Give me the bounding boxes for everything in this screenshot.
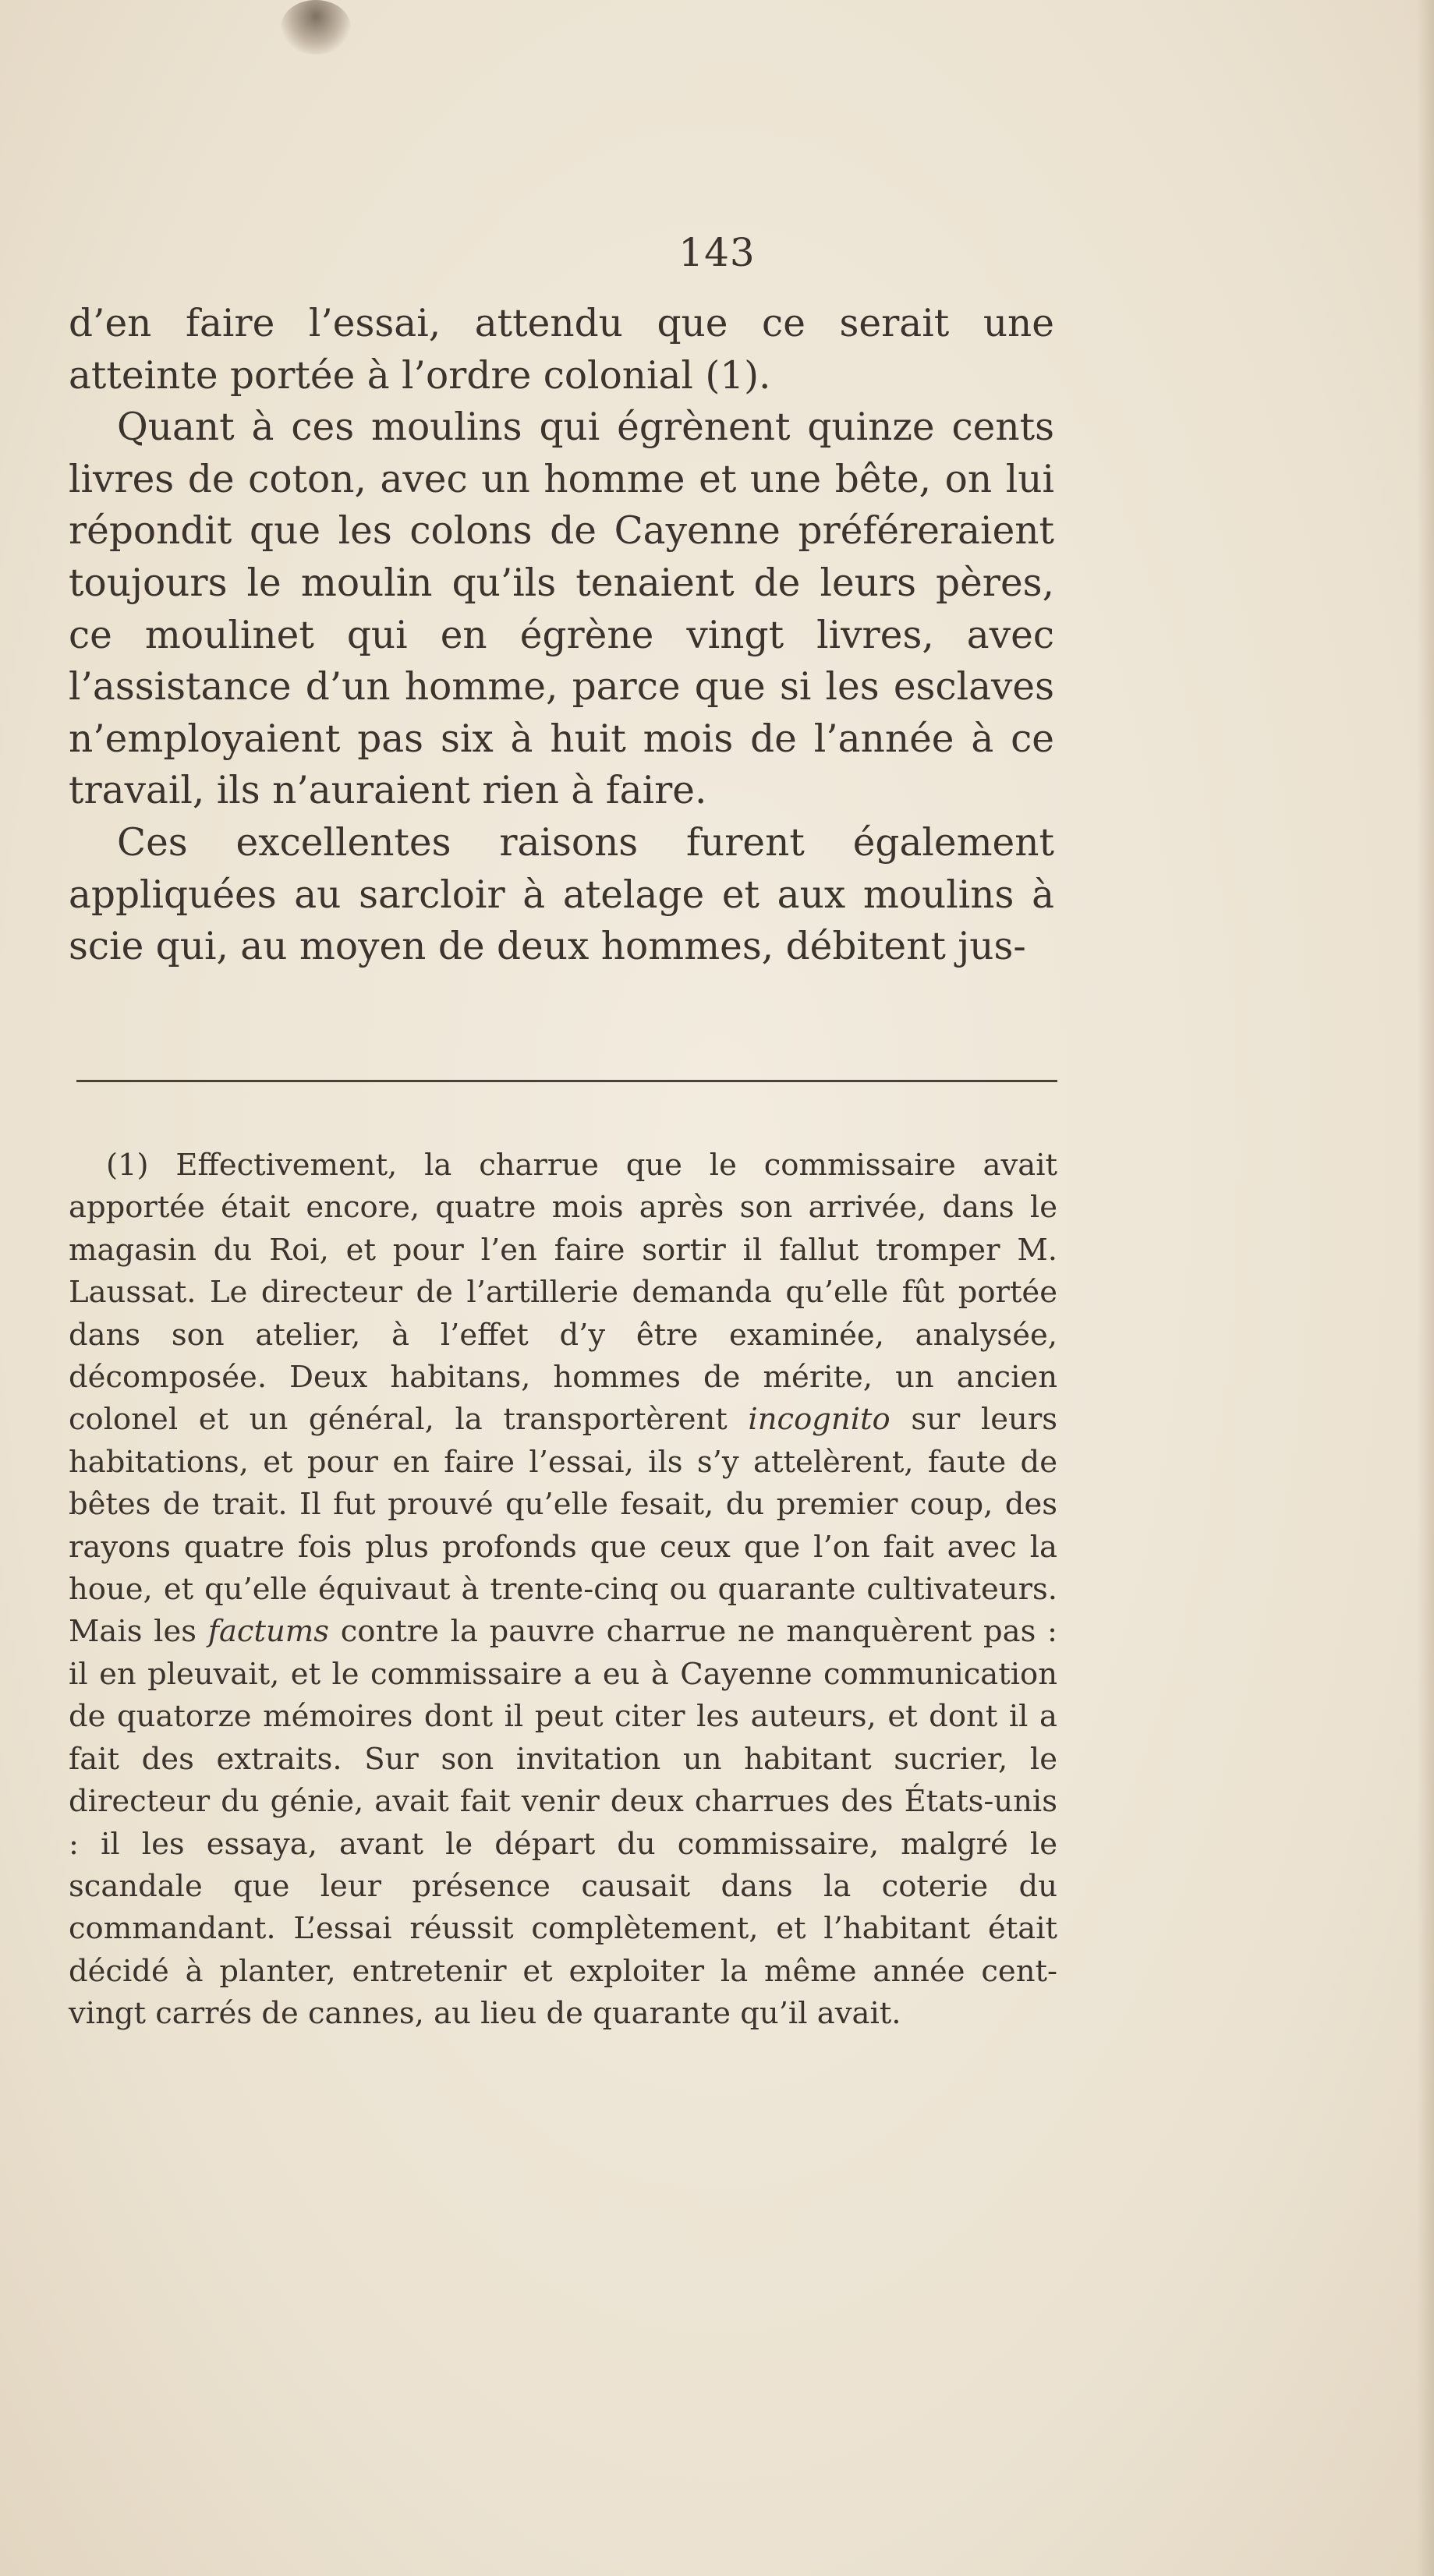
paragraph-raisons: Ces excellentes raisons furent également appliquées au sarcloir à atelage et aux moulins à scie qui, au moyen de deux hommes, débitent jus- <box>69 820 1054 969</box>
footnote-text-part-2: sur leurs habitations, et pour en faire l’essai, ils s’y attelèrent, faute de bêtes de trait. Il fut prouvé qu’elle fesait, du premier coup, des rayons quatre fois plus profonds que ceux que l’on fait avec la houe, et qu’elle équivaut à trente-cinq ou quarante cultivateurs. Mais les <box>69 1402 1057 1650</box>
paragraph-moulins: Quant à ces moulins qui égrènent quinze cents livres de coton, avec un homme et une bête, on lui répondit que les colons de Cayenne préféreraient toujours le moulin qu’ils tenaient de leurs pères, ce moulinet qui en égrène vingt livres, avec l’assistance d’un homme, parce que si les esclaves n’employaient pas six à huit mois de l’année à ce travail, ils n’auraient rien à faire. <box>69 405 1054 813</box>
footnote-text-part-1: (1) Effectivement, la charrue que le commissaire avait apportée était encore, quatre mois après son arrivée, dans le magasin du Roi, et pour l’en faire sortir il fallut tromper M. Laussat. Le directeur de l’artillerie demanda qu’elle fût portée dans son atelier, à l’effet d’y être examinée, analysée, décomposée. Deux habitans, hommes de mérite, un ancien colonel et un général, la transportèrent <box>69 1148 1057 1438</box>
footnote <box>69 1145 1057 2036</box>
footnote-text-part-3: contre la pauvre charrue ne manquèrent pas : il en pleuvait, et le commissaire a eu à Cayenne communication de quatorze mémoires dont il peut citer les auteurs, et dont il a fait des extraits. Sur son invitation un habitant sucrier, le directeur du génie, avait fait venir deux charrues des États-unis : il les essaya, avant le départ du commissaire, malgré le scandale que leur présence causait dans la coterie du commandant. L’essai réussit complètement, et l’habitant était décidé à planter, entretenir et exploiter la même année cent-vingt carrés de cannes, au lieu de quarante qu’il avait. <box>69 1614 1057 2032</box>
footnote-italic-factums: factums <box>207 1614 330 1650</box>
footnote-separator <box>76 1080 1057 1082</box>
page-edge-shadow <box>1417 0 1434 2576</box>
paragraph-continuation: d’en faire l’essai, attendu que ce serait une atteinte portée à l’ordre colonial (1). <box>69 302 1054 398</box>
ink-stain <box>281 0 351 55</box>
page-number: 143 <box>678 230 756 275</box>
main-text <box>69 298 1054 973</box>
footnote-text <box>69 1145 1057 2036</box>
footnote-italic-incognito: incognito <box>748 1402 890 1438</box>
